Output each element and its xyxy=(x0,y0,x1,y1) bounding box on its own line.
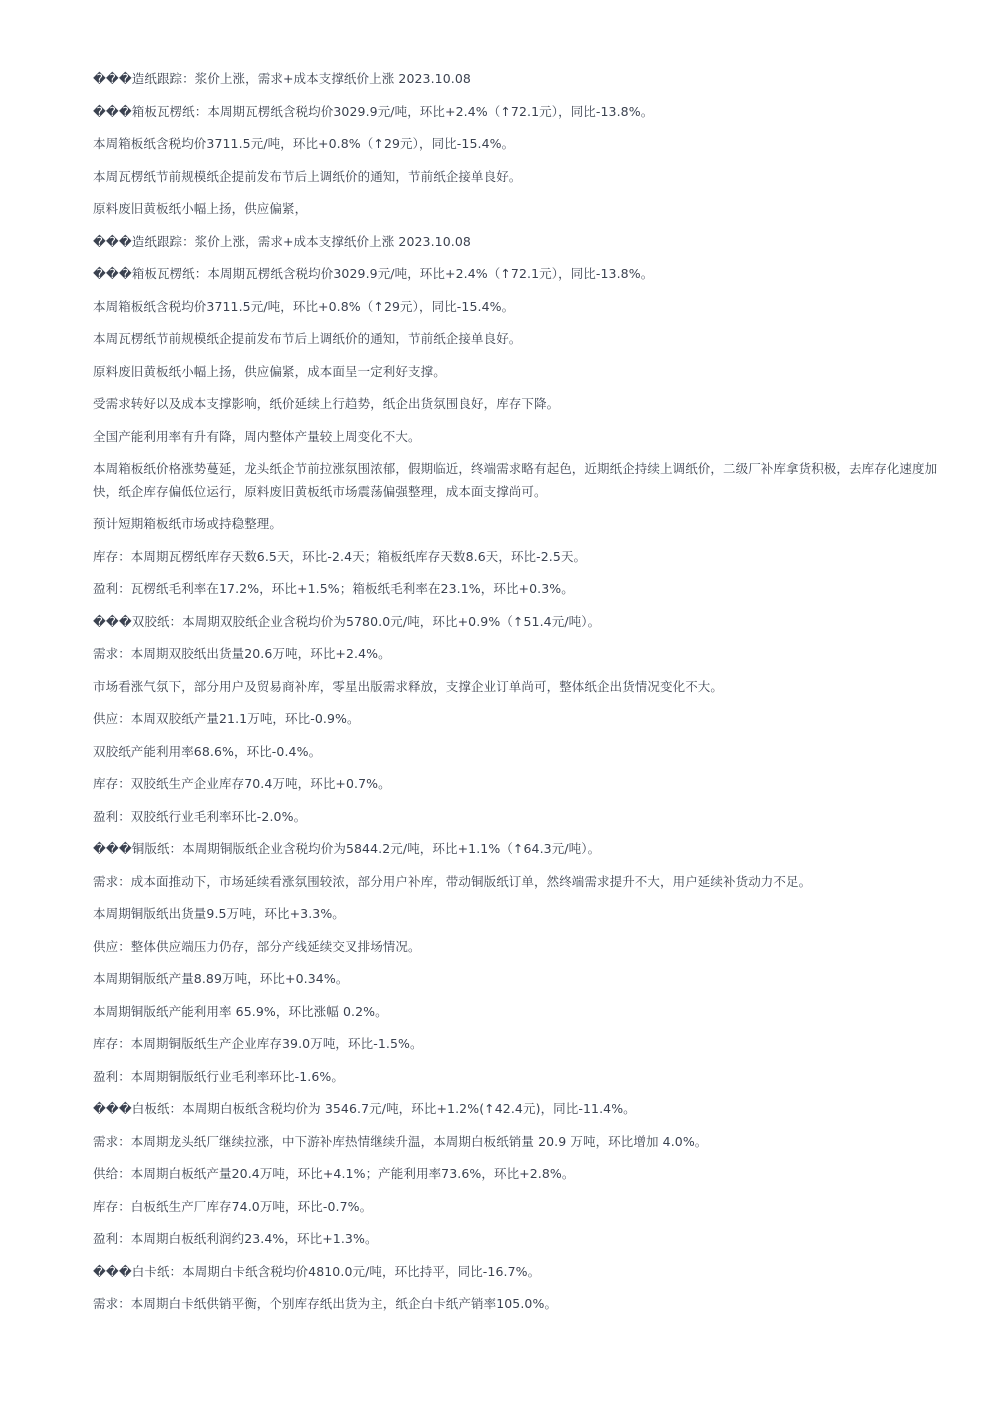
paragraph-coated-demand: 需求：成本面推动下，市场延续看涨氛围较浓，部分用户补库，带动铜版纸订单，然终端需求提升不大，用户延续补货动力不足。 xyxy=(93,873,812,889)
paragraph-title: ���造纸跟踪：浆价上涨，需求+成本支撑纸价上涨 2023.10.08 xyxy=(93,71,471,86)
paragraph-boxboard-price-repeat: 本周箱板纸含税均价3711.5元/吨，环比+0.8%（↑29元），同比-15.4%。 xyxy=(93,298,515,314)
paragraph-coated-shipment: 本周期铜版纸出货量9.5万吨，环比+3.3%。 xyxy=(93,906,345,921)
paragraph-coated-output: 本周期铜版纸产量8.89万吨，环比+0.34%。 xyxy=(93,971,349,986)
paragraph-offset-inventory: 库存：双胶纸生产企业库存70.4万吨，环比+0.7%。 xyxy=(93,776,391,791)
paragraph-whiteboard-price: ���白板纸：本周期白板纸含税均价为 3546.7元/吨，环比+1.2%(↑42.4元)，同比-11.4%。 xyxy=(93,1101,636,1116)
paragraph-offset-demand: 需求：本周期双胶纸出货量20.6万吨，环比+2.4%。 xyxy=(93,646,391,661)
paragraph-profit: 盈利：瓦楞纸毛利率在17.2%，环比+1.5%；箱板纸毛利率在23.1%，环比+0.3%。 xyxy=(93,581,574,596)
paragraph-corrugated-price: ���箱板瓦楞纸：本周期瓦楞纸含税均价3029.9元/吨，环比+2.4%（↑72.1元），同比-13.8%。 xyxy=(93,103,654,119)
paragraph-boxboard-market: 本周箱板纸价格涨势蔓延，龙头纸企节前拉涨氛围浓郁，假期临近，终端需求略有起色，近期纸企持续上调纸价，二级厂补库拿货积极，去库存化速度加快，纸企库存偏低位运行，原料废旧黄板纸市场震荡偏强整理，成本面支撑尚可。 xyxy=(93,461,938,499)
paragraph-coated-capacity: 本周期铜版纸产能利用率 65.9%，环比涨幅 0.2%。 xyxy=(93,1003,388,1019)
paragraph-whiteboard-supply: 供给：本周期白板纸产量20.4万吨，环比+4.1%；产能利用率73.6%，环比+2.8%。 xyxy=(93,1166,575,1181)
paragraph-whiteboard-profit: 盈利：本周期白板纸利润约23.4%，环比+1.3%。 xyxy=(93,1231,378,1246)
paragraph-coated-supply: 供应：整体供应端压力仍存，部分产线延续交叉排场情况。 xyxy=(93,938,421,954)
paragraph-price-notice-repeat: 本周瓦楞纸节前规模纸企提前发布节后上调纸价的通知，节前纸企接单良好。 xyxy=(93,331,522,346)
paragraph-inventory: 库存：本周期瓦楞纸库存天数6.5天，环比-2.4天；箱板纸库存天数8.6天，环比-2.5天。 xyxy=(93,548,587,564)
paragraph-ivory-board-price: ���白卡纸：本周期白卡纸含税均价4810.0元/吨，环比持平，同比-16.7%。 xyxy=(93,1263,541,1279)
paragraph-coated-profit: 盈利：本周期铜版纸行业毛利率环比-1.6%。 xyxy=(93,1068,344,1084)
paragraph-outlook: 预计短期箱板纸市场或持稳整理。 xyxy=(93,516,283,531)
paragraph-coated-paper-price: ���铜版纸：本周期铜版纸企业含税均价为5844.2元/吨，环比+1.1%（↑64.3元/吨）。 xyxy=(93,841,601,856)
paragraph-offset-market: 市场看涨气氛下，部分用户及贸易商补库，零星出版需求释放，支撑企业订单尚可，整体纸企出货情况变化不大。 xyxy=(93,678,724,694)
paragraph-offset-supply: 供应：本周双胶纸产量21.1万吨，环比-0.9%。 xyxy=(93,711,360,726)
paragraph-boxboard-price: 本周箱板纸含税均价3711.5元/吨，环比+0.8%（↑29元），同比-15.4%。 xyxy=(93,136,515,151)
paragraph-raw-material: 原料废旧黄板纸小幅上扬，供应偏紧， xyxy=(93,201,308,216)
paragraph-raw-material-cost: 原料废旧黄板纸小幅上扬，供应偏紧，成本面呈一定利好支撑。 xyxy=(93,363,446,379)
paragraph-coated-inventory: 库存：本周期铜版纸生产企业库存39.0万吨，环比-1.5%。 xyxy=(93,1036,423,1051)
paragraph-demand-trend: 受需求转好以及成本支撑影响，纸价延续上行趋势，纸企出货氛围良好，库存下降。 xyxy=(93,396,560,411)
document-page xyxy=(93,68,945,1326)
paragraph-corrugated-price-repeat: ���箱板瓦楞纸：本周期瓦楞纸含税均价3029.9元/吨，环比+2.4%（↑72.1元），同比-13.8%。 xyxy=(93,266,654,281)
paragraph-offset-capacity: 双胶纸产能利用率68.6%，环比-0.4%。 xyxy=(93,743,322,759)
paragraph-title-repeat: ���造纸跟踪：浆价上涨，需求+成本支撑纸价上涨 2023.10.08 xyxy=(93,233,471,249)
paragraph-whiteboard-demand: 需求：本周期龙头纸厂继续拉涨，中下游补库热情继续升温，本周期白板纸销量 20.9 万吨，环比增加 4.0%。 xyxy=(93,1133,708,1149)
paragraph-offset-paper-price: ���双胶纸：本周期双胶纸企业含税均价为5780.0元/吨，环比+0.9%（↑51.4元/吨）。 xyxy=(93,613,601,629)
paragraph-whiteboard-inventory: 库存：白板纸生产厂库存74.0万吨，环比-0.7%。 xyxy=(93,1198,373,1214)
paragraph-price-notice: 本周瓦楞纸节前规模纸企提前发布节后上调纸价的通知，节前纸企接单良好。 xyxy=(93,168,522,184)
paragraph-capacity: 全国产能利用率有升有降，周内整体产量较上周变化不大。 xyxy=(93,428,421,444)
paragraph-ivory-board-demand: 需求：本周期白卡纸供销平衡，个别库存纸出货为主，纸企白卡纸产销率105.0%。 xyxy=(93,1296,558,1311)
paragraph-offset-profit: 盈利：双胶纸行业毛利率环比-2.0%。 xyxy=(93,808,307,824)
